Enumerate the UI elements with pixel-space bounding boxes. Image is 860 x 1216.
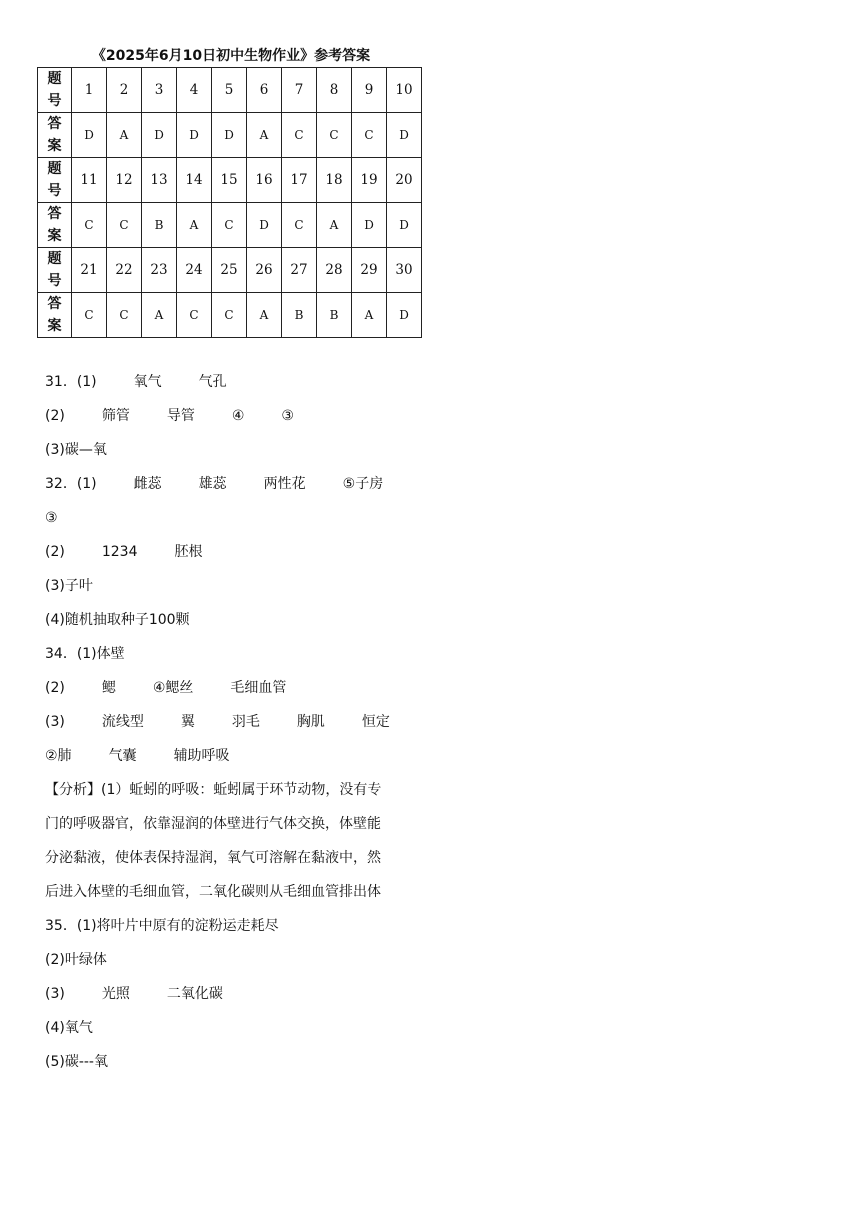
answer-segment: (2) (45, 680, 65, 696)
answer-text-lines (45, 371, 425, 1085)
answer-line (45, 1017, 425, 1051)
row-label-answer (38, 293, 72, 338)
answer-cell: A (247, 113, 282, 158)
question-number-cell: 2 (107, 68, 142, 113)
question-number-row (38, 248, 422, 293)
answer-segment: 35．(1)将叶片中原有的淀粉运走耗尽 (45, 918, 279, 934)
row-label-answer (38, 113, 72, 158)
row-label-char: 案 (47, 228, 62, 244)
answer-line (45, 983, 425, 1017)
answer-cell: A (247, 293, 282, 338)
question-number-cell: 8 (317, 68, 352, 113)
question-number-cell: 21 (72, 248, 107, 293)
question-number-cell: 24 (177, 248, 212, 293)
question-number-cell: 6 (247, 68, 282, 113)
question-number-cell: 19 (352, 158, 387, 203)
answer-line (45, 779, 425, 813)
question-number-cell: 12 (107, 158, 142, 203)
question-number-cell: 29 (352, 248, 387, 293)
answer-row (38, 203, 422, 248)
answer-segment: 恒定 (361, 714, 390, 730)
answer-segment: 门的呼吸器官，依靠湿润的体壁进行气体交换，体壁能 (45, 816, 381, 832)
answer-segment: 1234 (101, 544, 138, 560)
answer-segment: ⑤子房 (342, 476, 384, 492)
answer-segment: (3)碳—氧 (45, 442, 107, 458)
answer-cell: D (247, 203, 282, 248)
answer-row (38, 113, 422, 158)
question-number-cell: 5 (212, 68, 247, 113)
answer-line (45, 915, 425, 949)
answer-line (45, 575, 425, 609)
question-number-cell: 27 (282, 248, 317, 293)
answer-cell: B (317, 293, 352, 338)
answer-segment: 雌蕊 (133, 476, 162, 492)
answer-segment: 导管 (166, 408, 195, 424)
answer-line (45, 1051, 425, 1085)
row-label-char: 案 (47, 318, 62, 334)
answer-segment: 两性花 (263, 476, 306, 492)
answer-segment: 后进入体壁的毛细血管，二氧化碳则从毛细血管排出体 (45, 884, 381, 900)
answer-line (45, 507, 425, 541)
question-number-cell: 11 (72, 158, 107, 203)
answer-segment: 气孔 (198, 374, 227, 390)
answer-segment: (5)碳---氧 (45, 1054, 108, 1070)
answer-line (45, 439, 425, 473)
answer-segment: ③ (45, 510, 58, 526)
answer-segment: ④鳃丝 (152, 680, 194, 696)
row-label-char: 案 (47, 138, 62, 154)
answer-line (45, 405, 425, 439)
row-label-char: 答 (47, 116, 62, 132)
row-label-number (38, 248, 72, 293)
row-label-char: 题 (47, 71, 62, 87)
answer-segment: 胸肌 (296, 714, 325, 730)
answer-segment: 二氧化碳 (166, 986, 223, 1002)
question-number-cell: 18 (317, 158, 352, 203)
answer-line (45, 609, 425, 643)
answer-cell: C (212, 203, 247, 248)
answer-line (45, 643, 425, 677)
row-label-answer (38, 203, 72, 248)
answer-line (45, 371, 425, 405)
answer-cell: C (177, 293, 212, 338)
row-label-char: 题 (47, 251, 62, 267)
answer-cell: C (72, 293, 107, 338)
answer-cell: D (142, 113, 177, 158)
row-label-number (38, 158, 72, 203)
answer-segment: (4)氧气 (45, 1020, 93, 1036)
question-number-cell: 15 (212, 158, 247, 203)
answer-segment: 鳃 (101, 680, 116, 696)
answer-segment: 翼 (180, 714, 195, 730)
question-number-row (38, 68, 422, 113)
answer-segment: (2) (45, 544, 65, 560)
answer-cell: A (352, 293, 387, 338)
answer-segment: 雄蕊 (198, 476, 227, 492)
answer-segment: 34．(1)体壁 (45, 646, 125, 662)
question-number-cell: 9 (352, 68, 387, 113)
document-title: 《2025年6月10日初中生物作业》参考答案 (91, 48, 371, 64)
answer-line (45, 949, 425, 983)
row-label-char: 题 (47, 161, 62, 177)
row-label-char: 号 (47, 183, 62, 199)
answer-cell: D (177, 113, 212, 158)
answer-line (45, 711, 425, 745)
answer-line (45, 847, 425, 881)
answer-line (45, 677, 425, 711)
answer-cell: A (317, 203, 352, 248)
answer-line (45, 745, 425, 779)
answer-cell: C (212, 293, 247, 338)
answer-cell: C (72, 203, 107, 248)
answer-segment: ③ (281, 408, 294, 424)
answer-segment: 32．(1) (45, 476, 97, 492)
answer-segment: 光照 (101, 986, 130, 1002)
answer-cell: B (282, 293, 317, 338)
answer-table (37, 67, 422, 338)
answer-segment: ④ (231, 408, 245, 424)
answer-cell: C (107, 293, 142, 338)
question-number-cell: 20 (387, 158, 422, 203)
question-number-row (38, 158, 422, 203)
question-number-cell: 7 (282, 68, 317, 113)
question-number-cell: 25 (212, 248, 247, 293)
answer-segment: 氧气 (133, 374, 162, 390)
answer-cell: A (177, 203, 212, 248)
answer-segment: (3) (45, 986, 65, 1002)
answer-segment: 分泌黏液，使体表保持湿润，氧气可溶解在黏液中，然 (45, 850, 381, 866)
row-label-char: 号 (47, 93, 62, 109)
answer-cell: C (317, 113, 352, 158)
answer-segment: 羽毛 (231, 714, 260, 730)
answer-line (45, 541, 425, 575)
question-number-cell: 3 (142, 68, 177, 113)
question-number-cell: 4 (177, 68, 212, 113)
answer-segment: (3) (45, 714, 65, 730)
question-number-cell: 26 (247, 248, 282, 293)
answer-segment: 流线型 (101, 714, 144, 730)
answer-line (45, 813, 425, 847)
answer-cell: C (282, 203, 317, 248)
answer-cell: D (72, 113, 107, 158)
answer-segment: (2) (45, 408, 65, 424)
question-number-cell: 28 (317, 248, 352, 293)
row-label-char: 号 (47, 273, 62, 289)
answer-cell: B (142, 203, 177, 248)
answer-segment: 毛细血管 (230, 680, 287, 696)
answer-cell: D (387, 293, 422, 338)
answer-cell: D (352, 203, 387, 248)
answer-segment: ②肺 (45, 748, 72, 764)
question-number-cell: 1 (72, 68, 107, 113)
question-number-cell: 23 (142, 248, 177, 293)
answer-cell: C (107, 203, 142, 248)
answer-segment: (2)叶绿体 (45, 952, 107, 968)
question-number-cell: 14 (177, 158, 212, 203)
answer-segment: 胚根 (174, 544, 203, 560)
row-label-number (38, 68, 72, 113)
answer-cell: C (352, 113, 387, 158)
answer-segment: 31．(1) (45, 374, 97, 390)
question-number-cell: 10 (387, 68, 422, 113)
answer-line (45, 473, 425, 507)
answer-segment: (4)随机抽取种子100颗 (45, 612, 190, 628)
question-number-cell: 22 (107, 248, 142, 293)
answer-cell: C (282, 113, 317, 158)
answer-cell: D (212, 113, 247, 158)
answer-segment: 【分析】(1）蚯蚓的呼吸：蚯蚓属于环节动物，没有专 (45, 782, 382, 798)
answer-cell: A (142, 293, 177, 338)
row-label-char: 答 (47, 206, 62, 222)
answer-line (45, 881, 425, 915)
question-number-cell: 13 (142, 158, 177, 203)
answer-cell: D (387, 203, 422, 248)
answer-segment: (3)子叶 (45, 578, 93, 594)
answer-segment: 筛管 (101, 408, 130, 424)
answer-segment: 气囊 (108, 748, 137, 764)
row-label-char: 答 (47, 296, 62, 312)
answer-cell: D (387, 113, 422, 158)
answer-segment: 辅助呼吸 (173, 748, 230, 764)
answer-row (38, 293, 422, 338)
question-number-cell: 30 (387, 248, 422, 293)
question-number-cell: 16 (247, 158, 282, 203)
answer-cell: A (107, 113, 142, 158)
question-number-cell: 17 (282, 158, 317, 203)
